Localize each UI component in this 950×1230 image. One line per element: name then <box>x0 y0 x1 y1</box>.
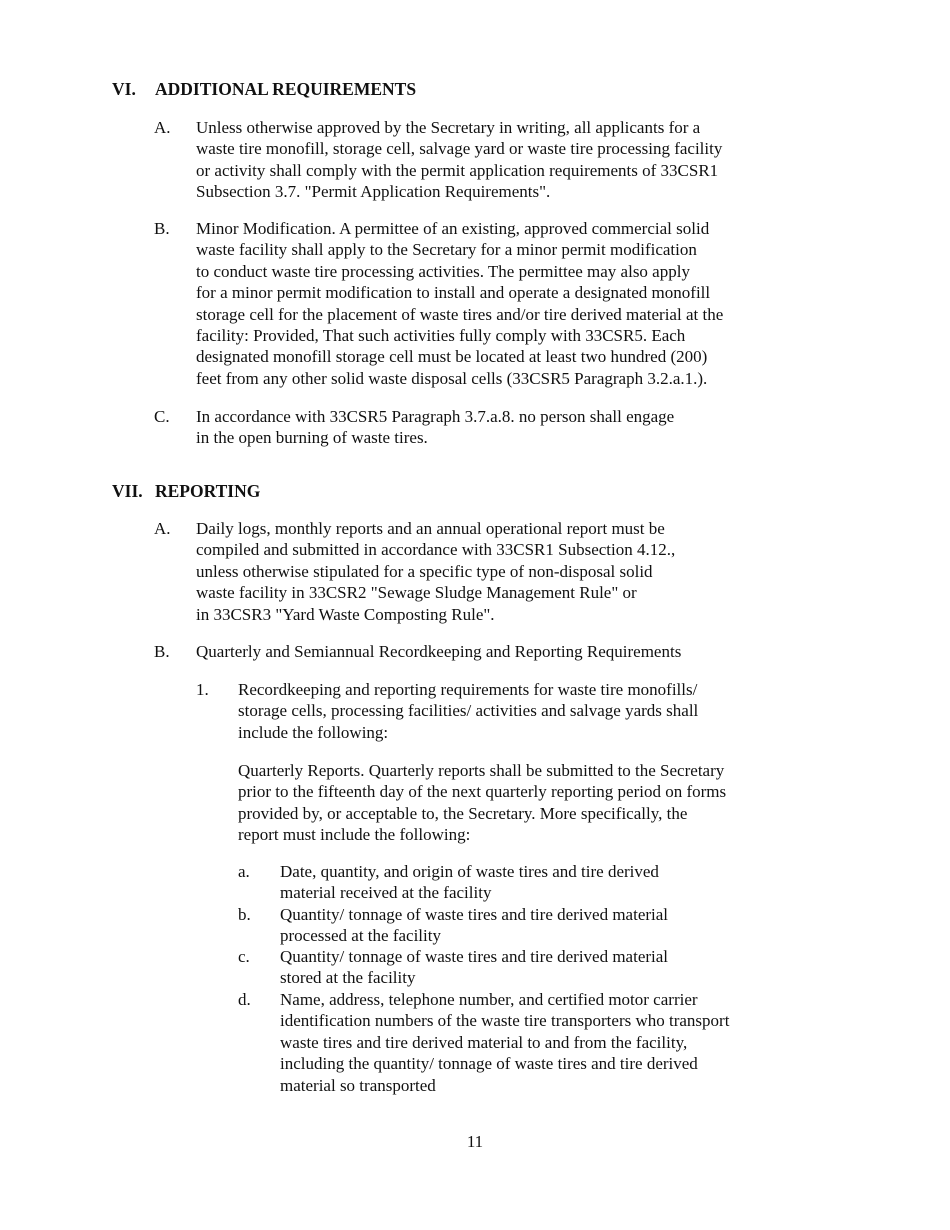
section-vi-number: VI. <box>112 79 136 99</box>
item-text <box>238 679 698 743</box>
text-line: Date, quantity, and origin of waste tires and tire derived <box>280 862 659 881</box>
section-vi-item-b <box>154 218 794 390</box>
text-line: report must include the following: <box>238 825 471 845</box>
text-line: unless otherwise stipulated for a specific type of non-disposal solid <box>196 561 653 581</box>
section-vii-item-b <box>154 641 794 663</box>
item-text <box>280 861 659 904</box>
text-line: or activity shall comply with the permit application requirements of 33CSR1 <box>196 160 719 180</box>
text-line: in the open burning of waste tires. <box>196 428 428 448</box>
item-label: 1. <box>196 680 209 699</box>
section-vii-number: VII. <box>112 481 143 501</box>
item-label: a. <box>238 862 250 881</box>
section-vii-item-b-sub-1 <box>196 679 796 744</box>
text-line: material received at the facility <box>280 883 492 903</box>
item-label: b. <box>238 905 251 924</box>
text-line: Daily logs, monthly reports and an annual operational report must be <box>196 519 665 538</box>
section-vi-item-a <box>154 117 794 203</box>
text-line: including the quantity/ tonnage of waste tires and tire derived <box>280 1054 698 1074</box>
text-line: provided by, or acceptable to, the Secretary. More specifically, the <box>238 803 688 823</box>
text-line: Name, address, telephone number, and certified motor carrier <box>280 990 698 1009</box>
text-line: material so transported <box>280 1075 436 1095</box>
item-label: d. <box>238 990 251 1009</box>
item-label: A. <box>154 519 171 538</box>
report-list-item-a <box>238 861 798 904</box>
text-line: for a minor permit modification to install and operate a designated monofill <box>196 283 711 303</box>
text-line: storage cells, processing facilities/ activities and salvage yards shall <box>238 701 699 721</box>
item-label: B. <box>154 642 170 661</box>
text-line: Quantity/ tonnage of waste tires and tire derived material <box>280 905 669 924</box>
text-line: Quarterly and Semiannual Recordkeeping and Reporting Requirements <box>196 642 682 661</box>
text-line: to conduct waste tire processing activities. The permittee may also apply <box>196 261 690 281</box>
text-line: identification numbers of the waste tire transporters who transport <box>280 1011 730 1031</box>
item-text <box>196 406 674 449</box>
section-vii-title: REPORTING <box>155 481 261 501</box>
item-label: B. <box>154 219 170 238</box>
item-label: c. <box>238 947 250 966</box>
text-line: Recordkeeping and reporting requirements for waste tire monofills/ <box>238 680 698 699</box>
text-line: stored at the facility <box>280 968 416 988</box>
text-line: waste tires and tire derived material to and from the facility, <box>280 1032 688 1052</box>
text-line: waste facility in 33CSR2 "Sewage Sludge Management Rule" or <box>196 583 637 603</box>
text-line: waste facility shall apply to the Secretary for a minor permit modification <box>196 240 697 260</box>
text-line: compiled and submitted in accordance with 33CSR1 Subsection 4.12., <box>196 540 676 560</box>
item-text <box>196 117 722 203</box>
item-text <box>280 946 668 989</box>
section-vi-item-c <box>154 406 794 449</box>
item-text <box>196 518 675 625</box>
report-list-item-c <box>238 946 798 989</box>
text-line: Minor Modification. A permittee of an existing, approved commercial solid <box>196 219 710 238</box>
text-line: in 33CSR3 "Yard Waste Composting Rule". <box>196 604 495 624</box>
text-line: Unless otherwise approved by the Secretary in writing, all applicants for a <box>196 118 701 137</box>
item-text <box>196 218 723 389</box>
item-text <box>196 641 681 662</box>
text-line: In accordance with 33CSR5 Paragraph 3.7.a.8. no person shall engage <box>196 407 675 426</box>
page-number: 11 <box>466 1132 484 1151</box>
item-label: C. <box>154 407 170 426</box>
text-line: facility: Provided, That such activities fully comply with 33CSR5. Each <box>196 326 686 346</box>
text-line: Subsection 3.7. "Permit Application Requirements". <box>196 182 551 202</box>
item-text <box>280 989 729 1096</box>
item-text <box>238 760 726 846</box>
text-line: storage cell for the placement of waste tires and/or tire derived material at the <box>196 304 724 324</box>
report-list-item-d <box>238 989 798 1097</box>
text-line: processed at the facility <box>280 926 441 946</box>
item-text <box>280 904 668 947</box>
text-line: prior to the fifteenth day of the next quarterly reporting period on forms <box>238 782 727 802</box>
text-line: include the following: <box>238 722 389 742</box>
section-vii-item-a <box>154 518 794 626</box>
text-line: feet from any other solid waste disposal cells (33CSR5 Paragraph 3.2.a.1.). <box>196 368 708 388</box>
text-line: designated monofill storage cell must be located at least two hundred (200) <box>196 347 708 367</box>
section-vi-title: ADDITIONAL REQUIREMENTS <box>155 79 417 99</box>
section-vi-heading <box>112 79 612 100</box>
text-line: waste tire monofill, storage cell, salvage yard or waste tire processing facility <box>196 139 723 159</box>
section-vii-heading <box>112 481 612 502</box>
report-list-item-b <box>238 904 798 947</box>
item-label: A. <box>154 118 171 137</box>
text-line: Quarterly Reports. Quarterly reports shall be submitted to the Secretary <box>238 761 725 780</box>
text-line: Quantity/ tonnage of waste tires and tire derived material <box>280 947 669 966</box>
quarterly-reports-paragraph <box>238 760 798 846</box>
